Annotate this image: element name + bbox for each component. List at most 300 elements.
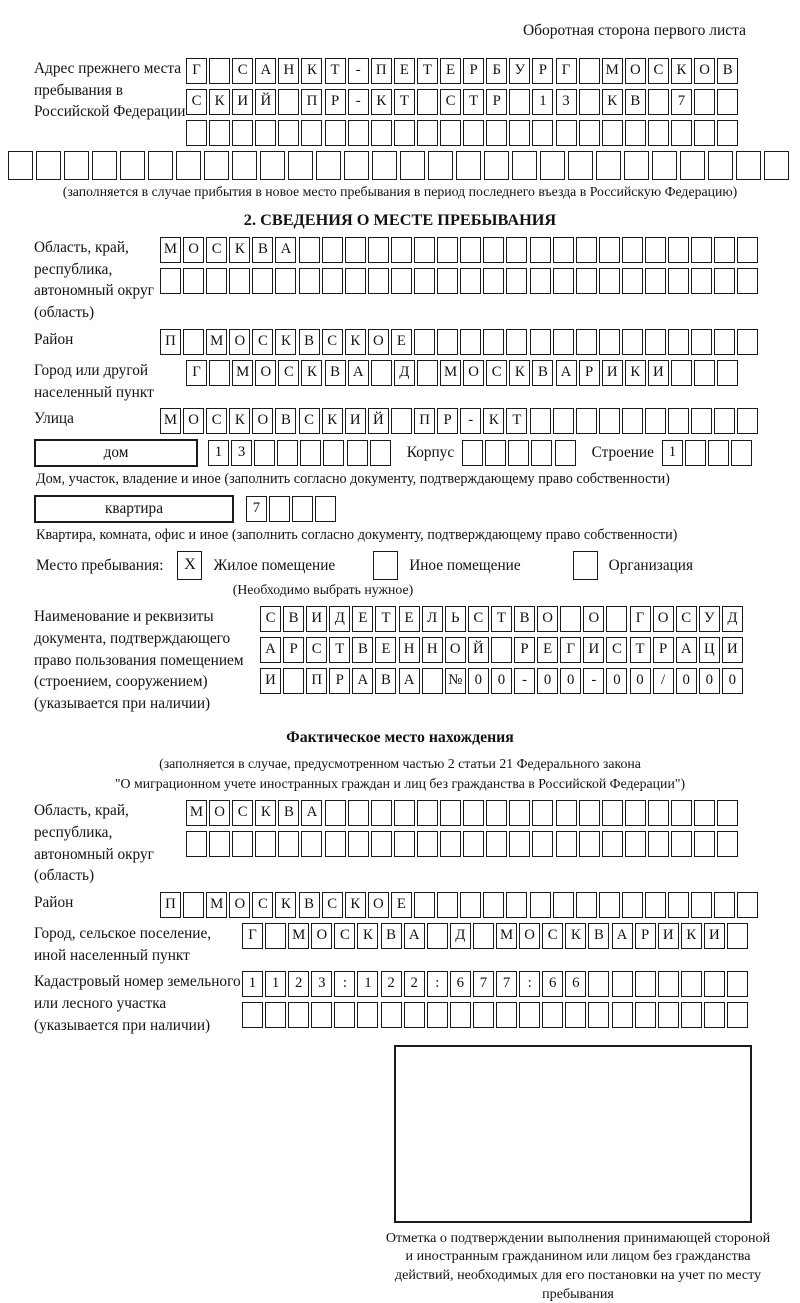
char-cell[interactable] <box>325 120 346 146</box>
char-cell[interactable] <box>400 151 425 180</box>
char-cell[interactable] <box>242 1002 263 1028</box>
char-cell[interactable] <box>658 1002 679 1028</box>
char-cell[interactable]: Р <box>437 408 458 434</box>
char-cell[interactable] <box>348 831 369 857</box>
char-cell[interactable]: В <box>299 329 320 355</box>
char-cell[interactable] <box>737 237 758 263</box>
char-cell[interactable]: - <box>348 89 369 115</box>
char-cell[interactable] <box>450 1002 471 1028</box>
char-cell[interactable]: А <box>301 800 322 826</box>
char-cell[interactable] <box>681 971 702 997</box>
char-cell[interactable]: К <box>209 89 230 115</box>
char-cell[interactable] <box>483 892 504 918</box>
char-cell[interactable]: Т <box>329 637 350 663</box>
char-cell[interactable]: 0 <box>560 668 581 694</box>
char-cell[interactable] <box>553 329 574 355</box>
char-cell[interactable]: Д <box>450 923 471 949</box>
char-cell[interactable] <box>625 120 646 146</box>
char-cell[interactable] <box>540 151 565 180</box>
char-cell[interactable]: П <box>414 408 435 434</box>
char-cell[interactable] <box>322 268 343 294</box>
char-cell[interactable]: 2 <box>288 971 309 997</box>
char-cell[interactable] <box>727 923 748 949</box>
char-cell[interactable] <box>727 971 748 997</box>
char-cell[interactable] <box>483 268 504 294</box>
char-cell[interactable]: К <box>275 329 296 355</box>
char-cell[interactable]: В <box>275 408 296 434</box>
char-cell[interactable] <box>704 1002 725 1028</box>
char-cell[interactable]: Т <box>506 408 527 434</box>
char-cell[interactable] <box>456 151 481 180</box>
char-cell[interactable] <box>736 151 761 180</box>
char-cell[interactable] <box>553 237 574 263</box>
char-cell[interactable] <box>596 151 621 180</box>
char-cell[interactable] <box>530 329 551 355</box>
char-cell[interactable]: 7 <box>473 971 494 997</box>
char-cell[interactable] <box>576 329 597 355</box>
char-cell[interactable] <box>694 800 715 826</box>
char-cell[interactable] <box>232 120 253 146</box>
char-cell[interactable] <box>300 440 321 466</box>
char-cell[interactable] <box>530 892 551 918</box>
char-cell[interactable] <box>579 58 600 84</box>
char-cell[interactable]: : <box>427 971 448 997</box>
char-cell[interactable]: Е <box>537 637 558 663</box>
char-cell[interactable] <box>737 892 758 918</box>
char-cell[interactable]: В <box>375 668 396 694</box>
char-cell[interactable] <box>315 496 336 522</box>
char-cell[interactable] <box>622 268 643 294</box>
char-cell[interactable] <box>576 892 597 918</box>
char-cell[interactable]: В <box>325 360 346 386</box>
char-cell[interactable] <box>275 268 296 294</box>
char-cell[interactable]: К <box>671 58 692 84</box>
char-cell[interactable] <box>652 151 677 180</box>
char-cell[interactable] <box>624 151 649 180</box>
char-cell[interactable]: О <box>445 637 466 663</box>
char-cell[interactable] <box>599 892 620 918</box>
char-cell[interactable]: Г <box>630 606 651 632</box>
char-cell[interactable]: В <box>625 89 646 115</box>
char-cell[interactable]: Е <box>391 329 412 355</box>
char-cell[interactable]: О <box>368 892 389 918</box>
char-cell[interactable] <box>301 831 322 857</box>
char-cell[interactable]: А <box>404 923 425 949</box>
char-cell[interactable]: В <box>588 923 609 949</box>
char-cell[interactable]: 3 <box>556 89 577 115</box>
char-cell[interactable] <box>440 800 461 826</box>
char-cell[interactable] <box>622 329 643 355</box>
char-cell[interactable] <box>460 329 481 355</box>
char-cell[interactable] <box>437 892 458 918</box>
char-cell[interactable] <box>671 360 692 386</box>
char-cell[interactable] <box>599 329 620 355</box>
char-cell[interactable] <box>288 1002 309 1028</box>
char-cell[interactable]: С <box>486 360 507 386</box>
char-cell[interactable]: Ь <box>445 606 466 632</box>
char-cell[interactable]: О <box>252 408 273 434</box>
char-cell[interactable]: М <box>160 408 181 434</box>
char-cell[interactable] <box>588 971 609 997</box>
char-cell[interactable]: И <box>722 637 743 663</box>
char-cell[interactable]: О <box>229 892 250 918</box>
char-cell[interactable]: - <box>583 668 604 694</box>
char-cell[interactable] <box>717 360 738 386</box>
char-cell[interactable] <box>269 496 290 522</box>
char-cell[interactable] <box>288 151 313 180</box>
char-cell[interactable]: 3 <box>311 971 332 997</box>
char-cell[interactable]: 0 <box>676 668 697 694</box>
char-cell[interactable]: В <box>514 606 535 632</box>
char-cell[interactable] <box>737 268 758 294</box>
char-cell[interactable] <box>260 151 285 180</box>
char-cell[interactable]: О <box>583 606 604 632</box>
char-cell[interactable] <box>694 360 715 386</box>
char-cell[interactable]: К <box>275 892 296 918</box>
char-cell[interactable] <box>764 151 789 180</box>
char-cell[interactable] <box>148 151 173 180</box>
char-cell[interactable]: Е <box>391 892 412 918</box>
char-cell[interactable]: В <box>717 58 738 84</box>
char-cell[interactable] <box>717 800 738 826</box>
char-cell[interactable]: С <box>468 606 489 632</box>
char-cell[interactable]: И <box>658 923 679 949</box>
char-cell[interactable] <box>92 151 117 180</box>
char-cell[interactable] <box>671 831 692 857</box>
char-cell[interactable] <box>299 237 320 263</box>
char-cell[interactable] <box>183 329 204 355</box>
char-cell[interactable]: Т <box>417 58 438 84</box>
char-cell[interactable]: Р <box>486 89 507 115</box>
char-cell[interactable] <box>371 800 392 826</box>
char-cell[interactable]: С <box>252 892 273 918</box>
char-cell[interactable] <box>579 120 600 146</box>
char-cell[interactable] <box>299 268 320 294</box>
char-cell[interactable]: В <box>381 923 402 949</box>
char-cell[interactable] <box>204 151 229 180</box>
char-cell[interactable] <box>176 151 201 180</box>
char-cell[interactable]: 6 <box>542 971 563 997</box>
char-cell[interactable] <box>345 268 366 294</box>
char-cell[interactable]: 7 <box>246 496 267 522</box>
char-cell[interactable]: О <box>368 329 389 355</box>
char-cell[interactable]: В <box>278 800 299 826</box>
char-cell[interactable] <box>737 408 758 434</box>
char-cell[interactable] <box>301 120 322 146</box>
char-cell[interactable] <box>731 440 752 466</box>
char-cell[interactable] <box>532 831 553 857</box>
char-cell[interactable]: И <box>232 89 253 115</box>
char-cell[interactable]: Р <box>463 58 484 84</box>
char-cell[interactable] <box>292 496 313 522</box>
char-cell[interactable]: М <box>186 800 207 826</box>
char-cell[interactable] <box>391 237 412 263</box>
char-cell[interactable] <box>579 800 600 826</box>
char-cell[interactable] <box>612 971 633 997</box>
char-cell[interactable] <box>371 831 392 857</box>
char-cell[interactable]: О <box>537 606 558 632</box>
char-cell[interactable] <box>671 800 692 826</box>
char-cell[interactable] <box>348 800 369 826</box>
char-cell[interactable]: 0 <box>468 668 489 694</box>
char-cell[interactable] <box>394 120 415 146</box>
char-cell[interactable] <box>606 606 627 632</box>
char-cell[interactable]: И <box>583 637 604 663</box>
char-cell[interactable] <box>463 800 484 826</box>
char-cell[interactable]: И <box>306 606 327 632</box>
char-cell[interactable] <box>506 268 527 294</box>
char-cell[interactable] <box>648 120 669 146</box>
char-cell[interactable] <box>556 120 577 146</box>
char-cell[interactable] <box>509 120 530 146</box>
char-cell[interactable] <box>36 151 61 180</box>
char-cell[interactable]: Р <box>325 89 346 115</box>
char-cell[interactable] <box>668 268 689 294</box>
char-cell[interactable] <box>120 151 145 180</box>
char-cell[interactable] <box>209 58 230 84</box>
char-cell[interactable] <box>209 120 230 146</box>
char-cell[interactable]: О <box>519 923 540 949</box>
char-cell[interactable]: № <box>445 668 466 694</box>
char-cell[interactable]: О <box>694 58 715 84</box>
char-cell[interactable] <box>717 89 738 115</box>
char-cell[interactable]: С <box>440 89 461 115</box>
char-cell[interactable]: 2 <box>404 971 425 997</box>
char-cell[interactable] <box>348 120 369 146</box>
char-cell[interactable]: М <box>440 360 461 386</box>
char-cell[interactable] <box>694 831 715 857</box>
char-cell[interactable] <box>345 237 366 263</box>
char-cell[interactable] <box>64 151 89 180</box>
char-cell[interactable] <box>462 440 483 466</box>
char-cell[interactable] <box>691 237 712 263</box>
char-cell[interactable]: И <box>602 360 623 386</box>
char-cell[interactable]: 1 <box>532 89 553 115</box>
char-cell[interactable] <box>232 151 257 180</box>
char-cell[interactable] <box>645 408 666 434</box>
char-cell[interactable] <box>506 892 527 918</box>
char-cell[interactable] <box>714 892 735 918</box>
char-cell[interactable]: М <box>206 329 227 355</box>
checkbox-inoe[interactable] <box>373 551 398 580</box>
char-cell[interactable]: : <box>334 971 355 997</box>
char-cell[interactable]: А <box>612 923 633 949</box>
char-cell[interactable]: Й <box>468 637 489 663</box>
char-cell[interactable] <box>437 237 458 263</box>
char-cell[interactable]: К <box>357 923 378 949</box>
char-cell[interactable] <box>254 440 275 466</box>
char-cell[interactable] <box>186 120 207 146</box>
char-cell[interactable]: С <box>334 923 355 949</box>
char-cell[interactable]: Т <box>325 58 346 84</box>
char-cell[interactable] <box>460 268 481 294</box>
char-cell[interactable]: М <box>288 923 309 949</box>
char-cell[interactable] <box>737 329 758 355</box>
char-cell[interactable] <box>417 120 438 146</box>
char-cell[interactable]: Е <box>394 58 415 84</box>
char-cell[interactable]: А <box>348 360 369 386</box>
char-cell[interactable] <box>691 892 712 918</box>
char-cell[interactable] <box>542 1002 563 1028</box>
char-cell[interactable] <box>648 89 669 115</box>
char-cell[interactable]: О <box>625 58 646 84</box>
char-cell[interactable] <box>553 408 574 434</box>
char-cell[interactable]: Д <box>722 606 743 632</box>
char-cell[interactable] <box>427 1002 448 1028</box>
char-cell[interactable] <box>414 892 435 918</box>
char-cell[interactable]: А <box>352 668 373 694</box>
char-cell[interactable] <box>486 120 507 146</box>
char-cell[interactable] <box>714 408 735 434</box>
char-cell[interactable]: С <box>322 329 343 355</box>
char-cell[interactable] <box>685 440 706 466</box>
char-cell[interactable]: С <box>542 923 563 949</box>
char-cell[interactable]: К <box>565 923 586 949</box>
char-cell[interactable] <box>391 408 412 434</box>
char-cell[interactable] <box>265 1002 286 1028</box>
char-cell[interactable]: Г <box>560 637 581 663</box>
char-cell[interactable]: К <box>509 360 530 386</box>
char-cell[interactable] <box>658 971 679 997</box>
char-cell[interactable]: О <box>463 360 484 386</box>
char-cell[interactable] <box>691 268 712 294</box>
char-cell[interactable] <box>532 120 553 146</box>
char-cell[interactable] <box>368 237 389 263</box>
char-cell[interactable] <box>417 360 438 386</box>
char-cell[interactable] <box>727 1002 748 1028</box>
char-cell[interactable] <box>417 800 438 826</box>
char-cell[interactable]: С <box>676 606 697 632</box>
char-cell[interactable] <box>509 800 530 826</box>
char-cell[interactable] <box>417 831 438 857</box>
char-cell[interactable]: А <box>676 637 697 663</box>
char-cell[interactable]: В <box>352 637 373 663</box>
char-cell[interactable] <box>229 268 250 294</box>
char-cell[interactable] <box>530 408 551 434</box>
char-cell[interactable] <box>668 892 689 918</box>
char-cell[interactable] <box>714 237 735 263</box>
char-cell[interactable] <box>708 440 729 466</box>
char-cell[interactable]: К <box>483 408 504 434</box>
char-cell[interactable] <box>553 268 574 294</box>
char-cell[interactable] <box>484 151 509 180</box>
char-cell[interactable] <box>483 329 504 355</box>
char-cell[interactable]: Е <box>440 58 461 84</box>
char-cell[interactable] <box>556 831 577 857</box>
char-cell[interactable] <box>576 268 597 294</box>
char-cell[interactable] <box>530 268 551 294</box>
char-cell[interactable]: К <box>602 89 623 115</box>
char-cell[interactable] <box>671 120 692 146</box>
char-cell[interactable]: : <box>519 971 540 997</box>
char-cell[interactable] <box>255 831 276 857</box>
char-cell[interactable]: М <box>206 892 227 918</box>
char-cell[interactable]: 0 <box>606 668 627 694</box>
char-cell[interactable] <box>483 237 504 263</box>
char-cell[interactable] <box>565 1002 586 1028</box>
char-cell[interactable] <box>232 831 253 857</box>
char-cell[interactable] <box>428 151 453 180</box>
char-cell[interactable]: Н <box>399 637 420 663</box>
char-cell[interactable]: 0 <box>722 668 743 694</box>
char-cell[interactable]: К <box>322 408 343 434</box>
char-cell[interactable]: П <box>160 892 181 918</box>
char-cell[interactable] <box>311 1002 332 1028</box>
char-cell[interactable]: Е <box>352 606 373 632</box>
char-cell[interactable] <box>635 1002 656 1028</box>
char-cell[interactable] <box>255 120 276 146</box>
char-cell[interactable] <box>347 440 368 466</box>
char-cell[interactable]: 0 <box>699 668 720 694</box>
char-cell[interactable]: К <box>625 360 646 386</box>
char-cell[interactable]: К <box>301 360 322 386</box>
char-cell[interactable]: Ц <box>699 637 720 663</box>
char-cell[interactable]: А <box>255 58 276 84</box>
char-cell[interactable] <box>265 923 286 949</box>
char-cell[interactable] <box>560 606 581 632</box>
char-cell[interactable] <box>440 831 461 857</box>
char-cell[interactable]: П <box>306 668 327 694</box>
char-cell[interactable] <box>160 268 181 294</box>
char-cell[interactable]: С <box>322 892 343 918</box>
char-cell[interactable] <box>530 237 551 263</box>
char-cell[interactable] <box>717 831 738 857</box>
char-cell[interactable] <box>417 89 438 115</box>
char-cell[interactable] <box>344 151 369 180</box>
char-cell[interactable] <box>394 831 415 857</box>
checkbox-org[interactable] <box>573 551 598 580</box>
char-cell[interactable] <box>509 831 530 857</box>
char-cell[interactable]: Г <box>242 923 263 949</box>
char-cell[interactable]: Р <box>635 923 656 949</box>
char-cell[interactable] <box>473 923 494 949</box>
char-cell[interactable] <box>714 329 735 355</box>
char-cell[interactable]: 1 <box>242 971 263 997</box>
char-cell[interactable] <box>463 120 484 146</box>
char-cell[interactable] <box>648 800 669 826</box>
char-cell[interactable]: 6 <box>565 971 586 997</box>
char-cell[interactable] <box>209 831 230 857</box>
char-cell[interactable]: 0 <box>630 668 651 694</box>
char-cell[interactable] <box>691 408 712 434</box>
char-cell[interactable] <box>602 120 623 146</box>
char-cell[interactable] <box>645 329 666 355</box>
char-cell[interactable] <box>717 120 738 146</box>
char-cell[interactable] <box>440 120 461 146</box>
char-cell[interactable]: 2 <box>381 971 402 997</box>
char-cell[interactable]: П <box>371 58 392 84</box>
char-cell[interactable] <box>486 800 507 826</box>
char-cell[interactable] <box>694 89 715 115</box>
char-cell[interactable] <box>645 268 666 294</box>
char-cell[interactable]: У <box>509 58 530 84</box>
char-cell[interactable]: С <box>606 637 627 663</box>
char-cell[interactable] <box>381 1002 402 1028</box>
char-cell[interactable] <box>599 408 620 434</box>
char-cell[interactable]: Р <box>532 58 553 84</box>
char-cell[interactable] <box>8 151 33 180</box>
char-cell[interactable] <box>473 1002 494 1028</box>
char-cell[interactable]: Р <box>329 668 350 694</box>
char-cell[interactable] <box>323 440 344 466</box>
char-cell[interactable] <box>278 89 299 115</box>
char-cell[interactable]: Н <box>422 637 443 663</box>
char-cell[interactable] <box>368 268 389 294</box>
char-cell[interactable] <box>506 329 527 355</box>
char-cell[interactable]: А <box>260 637 281 663</box>
char-cell[interactable] <box>645 237 666 263</box>
char-cell[interactable]: С <box>299 408 320 434</box>
